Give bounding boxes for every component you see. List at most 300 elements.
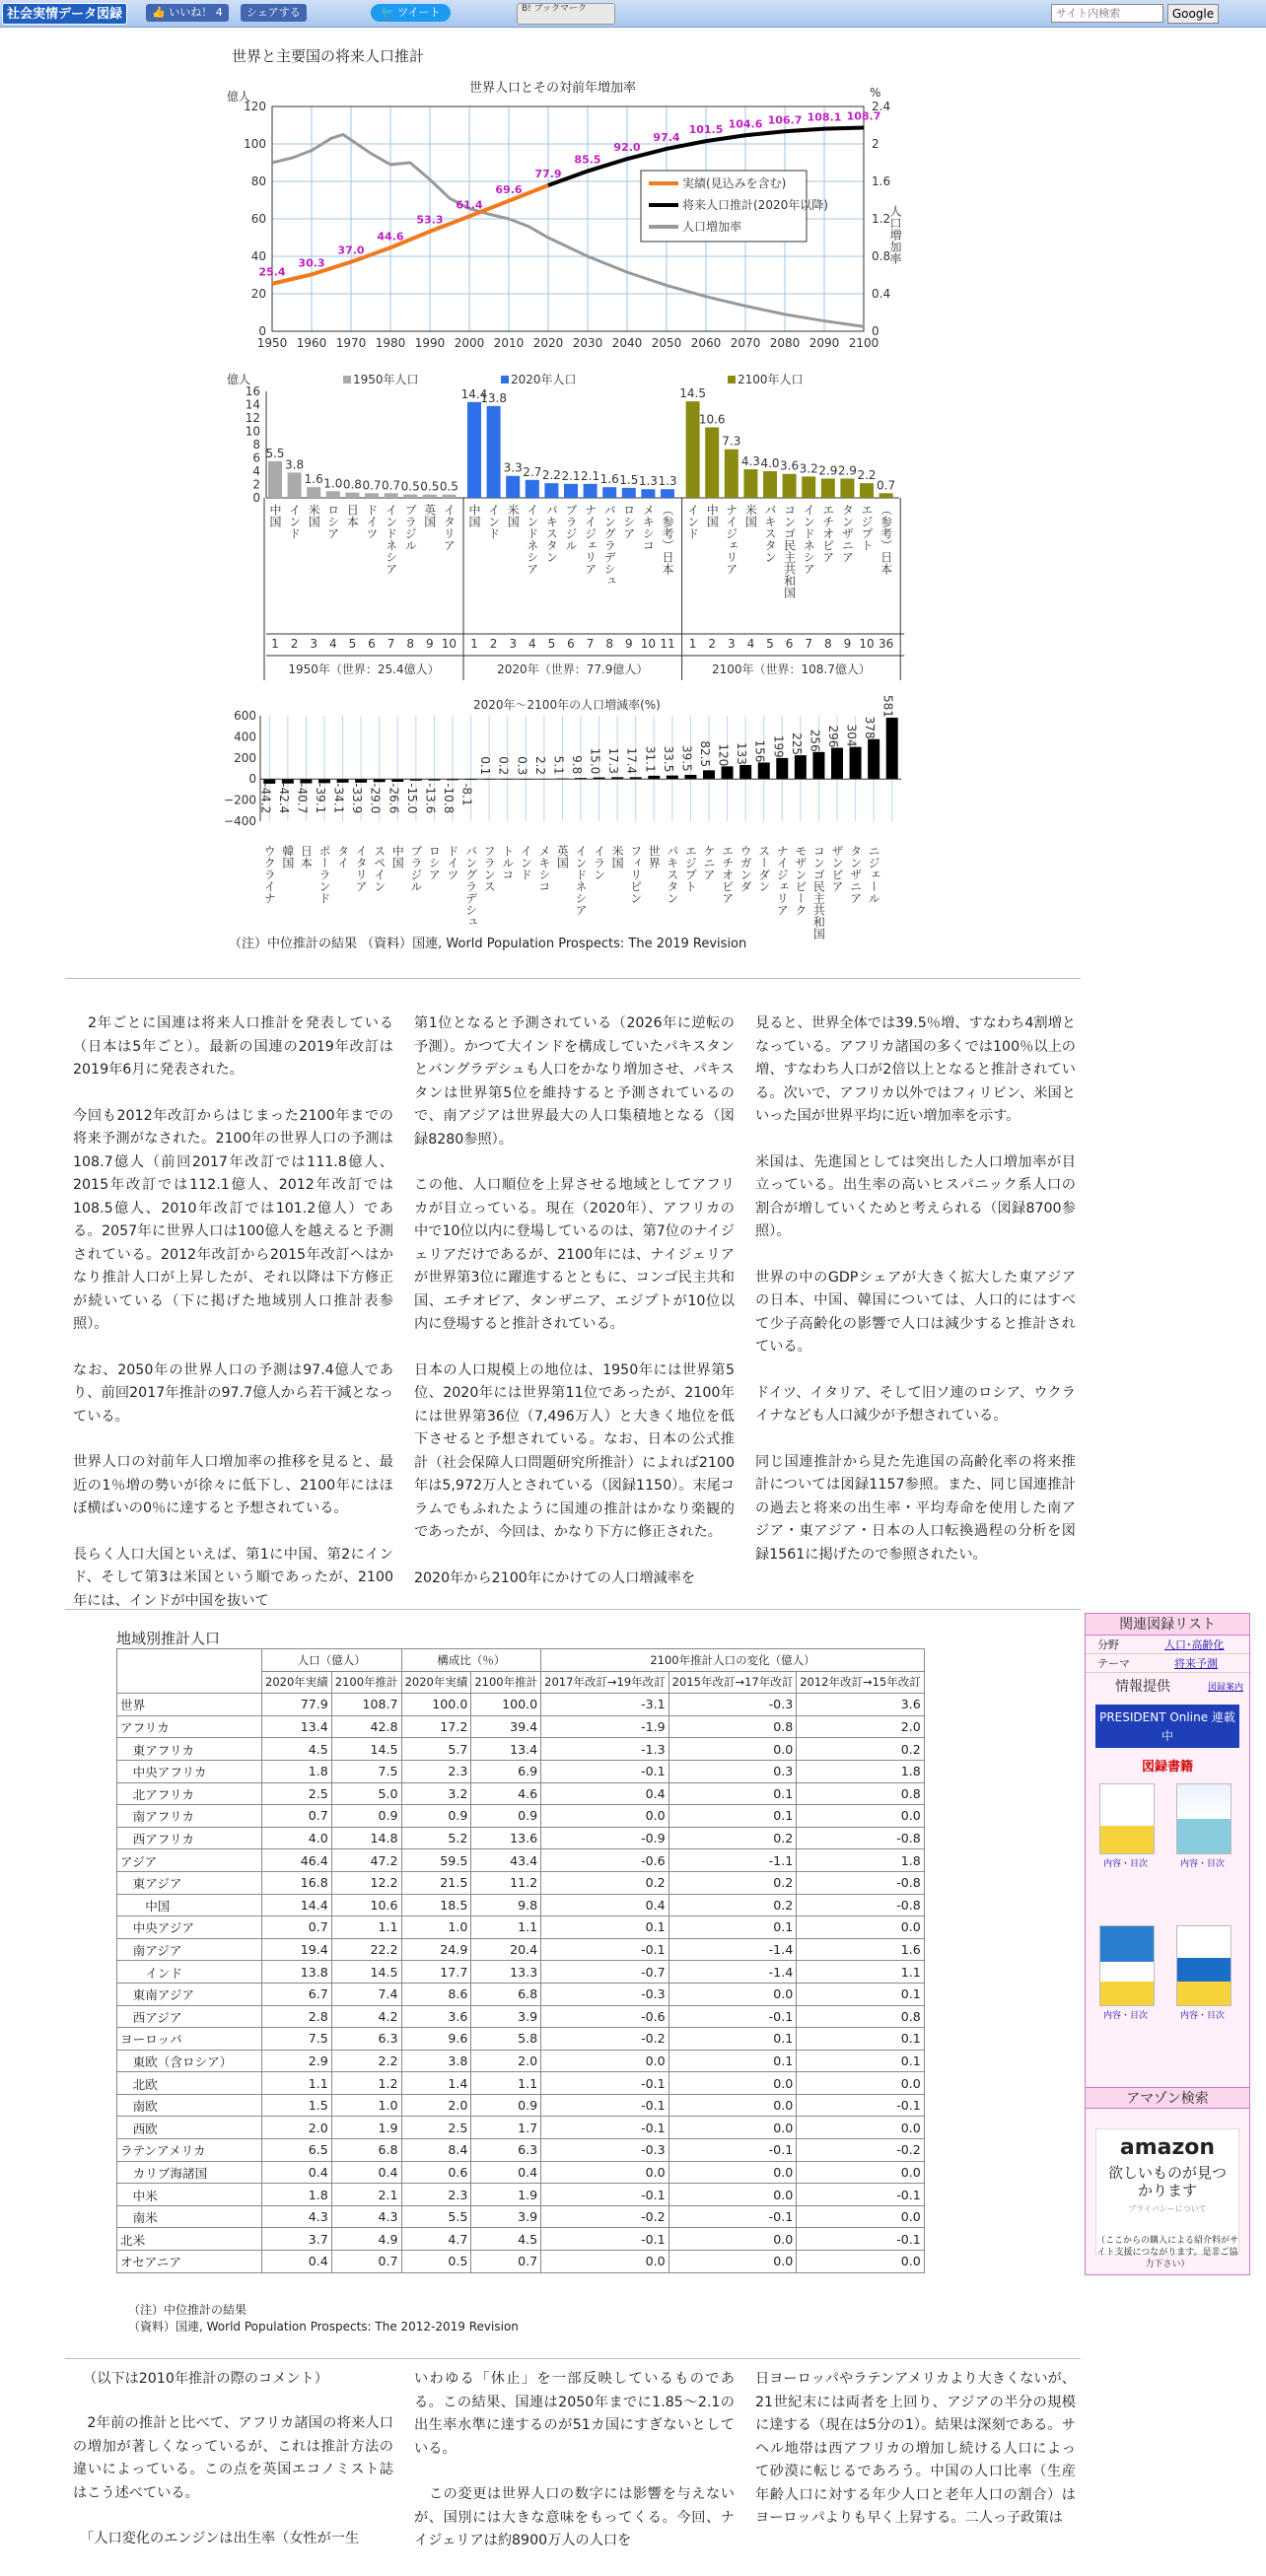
value-cell: 0.2	[668, 1827, 797, 1849]
value-cell: 3.9	[471, 2005, 541, 2028]
value-cell: 1.0	[401, 1916, 471, 1939]
data-label: 106.7	[767, 113, 803, 127]
paragraph: いわゆる「休止」を一部反映しているものである。この結果、国連は2050年までに1.85～2.1の出生率水準に達するのが51カ国にすぎないとしている。	[414, 2371, 735, 2457]
bar-value: 1.6	[304, 472, 323, 487]
bar-label: 米国	[307, 504, 321, 527]
facebook-share-button[interactable]: シェアする	[241, 4, 307, 22]
bar-label: インドネシア	[802, 504, 816, 575]
rank-label: 1	[470, 637, 478, 651]
rank-label: 6	[785, 637, 794, 651]
bar-value: 156	[752, 739, 767, 763]
table-row	[117, 2050, 925, 2072]
value-cell: 6.7	[262, 1983, 332, 2005]
value-cell: -0.9	[541, 1827, 669, 1849]
legend-label: 2100年人口	[738, 373, 804, 386]
y-tick: −200	[224, 793, 256, 807]
region-cell: 中央アジア	[117, 1916, 262, 1939]
y-tick: 6	[252, 451, 260, 465]
data-label: 37.0	[337, 244, 365, 257]
x-tick-label: 2060	[690, 336, 722, 350]
bar	[544, 483, 558, 498]
value-cell: 0.0	[541, 2251, 669, 2273]
value-cell: 4.5	[262, 1738, 332, 1761]
value-cell: -0.2	[797, 2139, 925, 2162]
rank-label: 6	[567, 637, 575, 651]
bar-value: 3.3	[503, 460, 523, 475]
value-cell: -0.1	[541, 2228, 669, 2251]
value-cell: 0.9	[331, 1805, 401, 1828]
bar-label: エチオピア	[720, 845, 735, 904]
bar	[506, 476, 520, 498]
value-cell: 43.4	[471, 1849, 541, 1872]
bar-label: ニジェール	[867, 845, 881, 904]
rank-label: 5	[547, 637, 556, 651]
value-cell: -0.1	[541, 1760, 669, 1782]
value-cell: 2.0	[401, 2094, 471, 2117]
value-cell: 12.2	[331, 1871, 401, 1894]
y-left-tick: 60	[250, 212, 266, 226]
value-cell: 1.8	[262, 2184, 332, 2206]
bar-value: 0.8	[342, 477, 362, 492]
rank-label: 8	[823, 637, 832, 651]
bar	[442, 495, 456, 498]
value-cell: 46.4	[262, 1849, 332, 1872]
value-cell: 0.2	[541, 1871, 669, 1894]
bar-value: 5.1	[551, 755, 566, 775]
x-tick-label: 2050	[651, 336, 682, 350]
site-search-input[interactable]	[1051, 4, 1163, 23]
table-row	[117, 1782, 925, 1805]
bar-value: 0.1	[478, 756, 493, 776]
google-search-button[interactable]: Google	[1167, 4, 1219, 24]
x-tick-label: 2000	[454, 336, 485, 350]
legend-label: 人口増加率	[682, 220, 742, 234]
value-cell: 4.3	[262, 2205, 332, 2228]
bar-label: ウガンダ	[738, 845, 753, 892]
bar-label: インド	[287, 504, 302, 539]
value-cell: 0.0	[668, 2251, 797, 2273]
table-row	[117, 2184, 925, 2206]
table-row	[117, 1961, 925, 1984]
bar-label: ポーランド	[317, 845, 331, 904]
bar-value: 0.7	[362, 478, 382, 493]
y-tick: 4	[252, 464, 260, 478]
value-cell: 1.7	[471, 2117, 541, 2139]
value-cell: 0.6	[401, 2161, 471, 2184]
value-cell: 17.7	[401, 1961, 471, 1984]
book-link-3[interactable]: 内容・目次	[1103, 2011, 1149, 2021]
bar-value: 0.7	[382, 478, 401, 493]
bar-label: コンゴ民主共和国	[782, 504, 797, 598]
bar-label: ナイジェリア	[724, 504, 738, 575]
bar-value: 378	[863, 716, 878, 739]
bar-label: 米国	[610, 845, 625, 869]
value-cell: 4.9	[331, 2228, 401, 2251]
bar-value: 2.2	[541, 468, 561, 483]
bar	[703, 770, 715, 779]
legend-label: 将来人口推計(2020年以降)	[682, 198, 828, 212]
y-tick: 8	[252, 438, 260, 452]
legend-swatch	[501, 376, 509, 383]
rank-label: 7	[586, 637, 595, 651]
bar-value: 581	[880, 695, 895, 718]
value-cell: 13.6	[471, 1827, 541, 1849]
value-cell: 2.5	[262, 1782, 332, 1805]
value-cell: 0.9	[401, 1805, 471, 1828]
value-cell: -0.6	[541, 2005, 669, 2028]
value-cell: 39.4	[471, 1715, 541, 1738]
region-cell: ヨーロッパ	[117, 2028, 262, 2051]
tweet-button[interactable]: 🐦 ツイート	[371, 4, 451, 22]
bar	[602, 487, 616, 498]
region-cell: 南アジア	[117, 1938, 262, 1961]
value-cell: 0.9	[471, 2094, 541, 2117]
value-cell: 5.7	[401, 1738, 471, 1761]
book-link-4[interactable]: 内容・目次	[1180, 2011, 1226, 2021]
value-cell: 2.0	[797, 1715, 925, 1738]
value-cell: 0.4	[471, 2161, 541, 2184]
value-cell: 0.8	[797, 2005, 925, 2028]
facebook-like-button[interactable]: 👍 いいね！ 4	[146, 4, 229, 22]
value-cell: 5.0	[331, 1782, 401, 1805]
rank-label: 4	[746, 637, 755, 651]
bar-value: 14.4	[460, 386, 488, 401]
bar	[403, 495, 417, 498]
bar-value: 0.7	[877, 478, 896, 493]
legend-label: 実績(見込みを含む)	[682, 176, 787, 190]
value-cell: 2.0	[471, 2050, 541, 2072]
bar	[345, 493, 359, 498]
value-cell: 5.5	[401, 2205, 471, 2228]
bar-label: パキスタン	[544, 504, 559, 563]
bar-label: 中国	[390, 845, 405, 869]
region-cell: カリブ海諸国	[117, 2161, 262, 2184]
table-row	[117, 2205, 925, 2228]
paragraph: 「人口変化のエンジンは出生率（女性が一生	[87, 2531, 360, 2546]
bar-value: 39.5	[679, 744, 694, 772]
value-cell: 59.5	[401, 1849, 471, 1872]
value-cell: 0.0	[797, 2161, 925, 2184]
bar-label: タイ	[335, 845, 350, 869]
value-cell: 8.4	[401, 2139, 471, 2162]
legend-swatch	[343, 376, 351, 383]
bar-label: ドイツ	[446, 845, 459, 880]
value-cell: 0.0	[797, 2251, 925, 2273]
value-cell: -0.3	[541, 1983, 669, 2005]
divider	[65, 2358, 1081, 2359]
paragraph: 米国は、先進国としては突出した人口増加率が目立っている。出生率の高いヒスパニック系人口の割合が増していくためと考えられる（図録8700参照）。	[755, 1153, 1076, 1239]
bar	[487, 406, 501, 498]
bar-value: 256	[808, 729, 822, 752]
bar-value: 13.8	[480, 390, 507, 405]
chart3-title: 2020年～2100年の人口増減率(%)	[473, 698, 661, 712]
info-row	[1086, 1673, 1249, 1697]
rank-label: 1	[271, 637, 279, 651]
theme-label: テーマ	[1097, 1657, 1130, 1670]
paragraph: なお、2050年の世界人口の予測は97.4億人であり、前回2017年推計の97.7億人から若干減となっている。	[73, 1361, 393, 1425]
table-row	[117, 2072, 925, 2095]
bar	[821, 478, 835, 498]
unit-label: 億人	[227, 373, 251, 386]
value-cell: 9.6	[401, 2028, 471, 2051]
y-left-tick: 80	[250, 174, 266, 188]
value-cell: -0.2	[541, 2205, 669, 2228]
bar	[879, 493, 893, 498]
region-cell: 東アジア	[117, 1871, 262, 1894]
value-cell: 7.4	[331, 1983, 401, 2005]
president-online-banner[interactable]: PRESIDENT Online 連載中	[1095, 1705, 1239, 1748]
book-cover-2[interactable]	[1176, 1783, 1231, 1854]
rank-label: 2	[489, 637, 498, 651]
bar-label: ブラジル	[564, 504, 578, 551]
rank-label: 3	[509, 637, 518, 651]
region-cell: 北米	[117, 2228, 262, 2251]
bar-label: インド	[519, 845, 533, 880]
value-cell: 9.8	[471, 1894, 541, 1916]
amazon-note: （ここからの購入による紹介料がサイト支援につながります。是非ご協力下さい）	[1095, 2236, 1238, 2269]
value-cell: -0.7	[541, 1961, 669, 1984]
bar	[307, 487, 320, 498]
value-cell: 0.0	[668, 2117, 797, 2139]
bar-label: イタリア	[442, 504, 457, 551]
region-cell: 中米	[117, 2184, 262, 2206]
value-cell: 2.9	[262, 2050, 332, 2072]
value-cell: 4.6	[471, 1782, 541, 1805]
bar-value: 9.8	[570, 755, 584, 775]
value-cell: 2.0	[262, 2117, 332, 2139]
legend-swatch	[728, 376, 736, 383]
x-tick-label: 1980	[375, 336, 406, 350]
value-cell: -0.8	[797, 1894, 925, 1916]
value-cell: 8.6	[401, 1983, 471, 2005]
bar-value: -15.0	[404, 783, 419, 814]
top10-population-chart	[227, 370, 917, 676]
bar	[686, 401, 700, 498]
rank-label: 6	[368, 637, 376, 651]
value-cell: 16.8	[262, 1871, 332, 1894]
value-cell: 5.8	[471, 2028, 541, 2051]
value-cell: 0.0	[668, 2094, 797, 2117]
value-cell: 0.0	[797, 1805, 925, 1828]
y-tick: 14	[245, 397, 260, 412]
info-heading: 情報提供	[1115, 1679, 1170, 1695]
table-row	[117, 1871, 925, 1894]
value-cell: 19.4	[262, 1938, 332, 1961]
prose-column-3	[755, 1012, 1076, 1589]
data-label: 108.7	[846, 109, 881, 123]
y-tick: 16	[245, 384, 260, 398]
table-row	[117, 2028, 925, 2051]
bar-value: 2.9	[837, 463, 857, 478]
value-cell: 0.4	[331, 2161, 401, 2184]
bar-label: タンザニア	[848, 845, 863, 904]
bar-label: ナイジェリア	[775, 845, 790, 916]
y-tick: 2	[252, 477, 260, 492]
book-cover-1[interactable]	[1099, 1783, 1155, 1854]
rank-label: 4	[328, 637, 337, 651]
value-cell: 22.2	[331, 1938, 401, 1961]
value-cell: 6.3	[471, 2139, 541, 2162]
hatena-bookmark-button[interactable]	[517, 3, 615, 25]
region-cell: 南欧	[117, 2094, 262, 2117]
rank-label: 2	[708, 637, 717, 651]
value-cell: 0.2	[668, 1894, 797, 1916]
paragraph: 今回も2012年改訂からはじまった2100年までの将来予測がなされた。2100年の世界人口の予測は108.7億人（前回2017年改訂では111.8億人、2015年改訂では112.1億人、2012年改訂では108.5億人、2010年改訂では101.2億人）である。2057年に世界人口は100億人を越えると予測されている。2012年改訂から2015年改訂へはかなり推計人口が上昇したが、それ以降は下方修正が続いている（下に掲げた地域別人口推計表参照）。	[73, 1107, 393, 1332]
value-cell: 6.3	[331, 2028, 401, 2051]
site-logo[interactable]: 社会実情データ図録	[2, 3, 127, 25]
amazon-privacy[interactable]: プライバシーについて	[1128, 2204, 1207, 2213]
value-cell: 3.2	[401, 1782, 471, 1805]
value-cell: 1.2	[331, 2072, 401, 2095]
value-cell: 7.5	[331, 1760, 401, 1782]
subheader-cell: 2020年実績	[262, 1671, 332, 1694]
table-title: 地域別推計人口	[116, 1630, 221, 1647]
bar-value: 1.6	[599, 472, 619, 487]
y-left-tick: 120	[244, 100, 266, 113]
value-cell: 17.2	[401, 1715, 471, 1738]
region-cell: 西欧	[117, 2117, 262, 2139]
bar-label: メキシコ	[641, 504, 656, 551]
bar-value: 82.5	[698, 740, 712, 768]
bar	[564, 484, 578, 498]
bar-label: コンゴ民主共和国	[811, 845, 826, 940]
y-tick: 0	[248, 772, 256, 787]
divider	[65, 1609, 1081, 1610]
bar-label: 中国	[268, 504, 282, 527]
bar-value: 2.2	[532, 755, 547, 776]
x-tick-label: 1950	[256, 336, 288, 350]
bar-value: 120	[716, 743, 731, 767]
value-cell: -0.3	[541, 2139, 669, 2162]
value-cell: 77.9	[262, 1694, 332, 1716]
value-cell: 0.3	[668, 1760, 797, 1782]
region-cell: アフリカ	[117, 1715, 262, 1738]
bar	[584, 484, 598, 498]
value-cell: 0.2	[668, 1871, 797, 1894]
bar-value: -40.7	[295, 783, 310, 814]
value-cell: 0.1	[668, 1782, 797, 1805]
value-cell: 1.0	[331, 2094, 401, 2117]
bar-value: 17.4	[624, 747, 639, 775]
bar-label: ザンビア	[830, 845, 844, 892]
bar-value: 199	[771, 734, 786, 758]
bar-value: 15.0	[588, 747, 602, 775]
header-share: 構成比（％）	[401, 1649, 541, 1672]
rank-label: 2	[290, 637, 299, 651]
table-row	[117, 2117, 925, 2139]
bar-label: ブラジル	[403, 504, 418, 551]
value-cell: -0.3	[668, 1694, 797, 1716]
table-row	[117, 1983, 925, 2005]
right-unit: %	[870, 86, 881, 100]
bar-value: -44.2	[258, 783, 273, 814]
bar-label: 韓国	[280, 845, 295, 869]
value-cell: -3.1	[541, 1694, 669, 1716]
value-cell: 0.2	[797, 1738, 925, 1761]
bar	[385, 493, 398, 498]
bar-value: 1.3	[658, 474, 677, 489]
legend-label: 2020年人口	[511, 373, 577, 386]
value-cell: 11.2	[471, 1871, 541, 1894]
value-cell: 1.8	[797, 1760, 925, 1782]
value-cell: 0.1	[797, 1983, 925, 2005]
bar-label: 世界	[647, 845, 662, 869]
value-cell: -1.3	[541, 1738, 669, 1761]
theme-link[interactable]: 将来予測	[1174, 1657, 1218, 1670]
y-left-tick: 20	[250, 287, 266, 301]
table-row	[117, 1916, 925, 1939]
value-cell: 1.1	[471, 2072, 541, 2095]
bar-label: ロシア	[621, 504, 636, 539]
region-cell: 西アジア	[117, 2005, 262, 2028]
world-population-chart	[227, 77, 917, 353]
value-cell: 6.8	[471, 1983, 541, 2005]
y-right-tick: 2	[872, 137, 879, 151]
rank-label: 11	[660, 637, 675, 651]
value-cell: 13.4	[471, 1738, 541, 1761]
region-cell: 東欧（含ロシア）	[117, 2050, 262, 2072]
value-cell: 14.4	[262, 1894, 332, 1916]
paragraph: この変更は世界人口の数字には影響を与えないが、国別には大きな意味をもってくる。今回、ナイジェリアは約8900万人の人口を	[414, 2486, 735, 2548]
value-cell: -1.9	[541, 1715, 669, 1738]
bar-value: -26.6	[387, 783, 401, 814]
info-link[interactable]: 図録案内	[1208, 1683, 1244, 1693]
bar	[725, 450, 738, 498]
table-row	[117, 1894, 925, 1916]
value-cell: 2.2	[331, 2050, 401, 2072]
value-cell: 14.8	[331, 1827, 401, 1849]
book-link-2[interactable]: 内容・目次	[1180, 1859, 1226, 1869]
value-cell: 0.1	[797, 2028, 925, 2051]
table-row	[117, 2228, 925, 2251]
value-cell: 0.0	[668, 1983, 797, 2005]
bar-value: 1.3	[638, 474, 658, 489]
bar	[802, 476, 815, 498]
book-cover-3[interactable]	[1099, 1925, 1155, 2006]
table-row	[117, 1849, 925, 1872]
value-cell: 0.8	[668, 1715, 797, 1738]
book-link-1[interactable]: 内容・目次	[1103, 1859, 1149, 1869]
value-cell: 0.1	[668, 1805, 797, 1828]
value-cell: 2.8	[262, 2005, 332, 2028]
bar	[868, 739, 879, 779]
value-cell: 7.5	[262, 2028, 332, 2051]
bar-label: スペイン	[372, 845, 387, 892]
theme-row	[1086, 1654, 1249, 1673]
bar	[661, 489, 674, 498]
value-cell: 0.0	[797, 1916, 925, 1939]
table-row	[117, 1760, 925, 1782]
section-title: 世界と主要国の将来人口推計	[232, 47, 425, 65]
table-row	[117, 1805, 925, 1828]
value-cell: 13.8	[262, 1961, 332, 1984]
right-axis-label: 人口増加率	[888, 205, 902, 264]
value-cell: 0.8	[797, 1782, 925, 1805]
value-cell: 1.1	[797, 1961, 925, 1984]
bar-label: ブラジル	[408, 845, 423, 892]
paragraph: 第1位となると予測されている（2026年に逆転の予測）。かつて大インドを構成していたパキスタンとバングラデシュも人口をかなり増加させ、パキスタンは世界第5位を維持すると予測されているので、南アジアは世界最大の人口集積地となる（図録8280参照）。	[414, 1015, 735, 1148]
field-link[interactable]: 人口･高齢化	[1164, 1638, 1225, 1651]
bar	[783, 474, 797, 498]
rank-label: 5	[766, 637, 774, 651]
paragraph: ドイツ、イタリア、そして旧ソ連のロシア、ウクライナなども人口減少が予想されている。	[755, 1384, 1076, 1424]
header-change: 2100年推計人口の変化（億人）	[541, 1649, 925, 1672]
book-cover-4[interactable]	[1176, 1925, 1231, 2006]
bar-value: -29.0	[368, 783, 383, 814]
region-cell: 中央アフリカ	[117, 1760, 262, 1782]
table-row	[117, 1827, 925, 1849]
bar-value: 2.1	[581, 468, 600, 483]
